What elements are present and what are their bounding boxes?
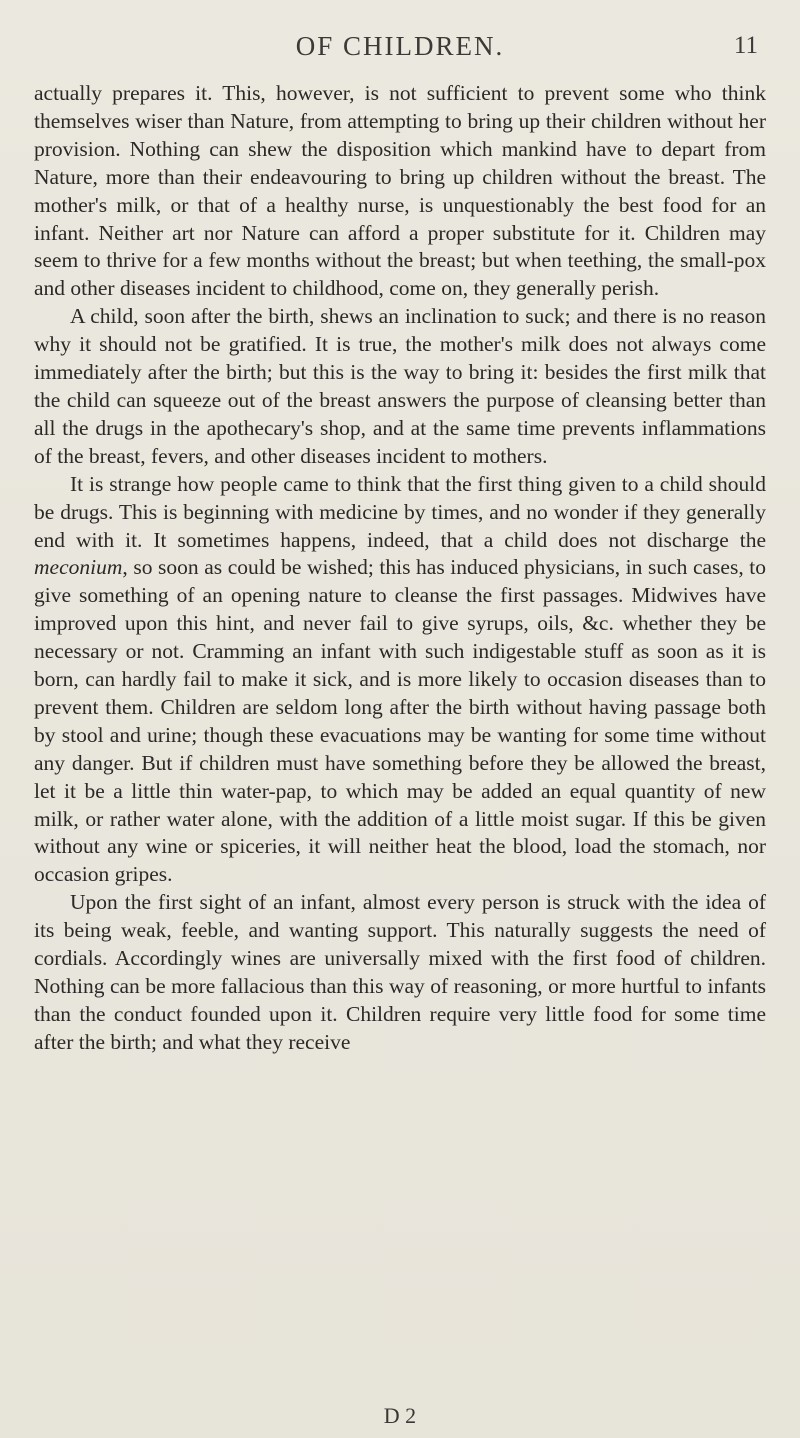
- body-text: [34, 80, 766, 1057]
- paragraph-3: [34, 471, 766, 890]
- meconium-term: meconium: [34, 555, 123, 580]
- signature-mark: D 2: [383, 1403, 417, 1428]
- paragraph-4: Upon the first sight of an infant, almost every person is struck with the idea of its being weak, feeble, and wanting support. This naturally suggests the need of cordials. Accordingly wines are universally mixed with the first food of children. Nothing can be more fallacious than this way of reasoning, or more hurtful to infants than the conduct founded upon it. Children require very little food for some time after the birth; and what they receive: [34, 890, 766, 1054]
- paragraph-3-text-before: It is strange how people came to think that the first thing given to a child should be drugs. This is beginning with medicine by times, and no wonder if they generally end with it. It sometimes happens, indeed, that a child does not discharge the: [34, 471, 766, 552]
- paragraph-3-text-after: , so soon as could be wished; this has induced physicians, in such cases, to give something of an opening nature to cleanse the first passages. Midwives have improved upon this hint, and never fail to give syrups, oils, &c. whether they be necessary or not. Cramming an infant with such indigestable stuff as soon as it is born, can hardly fail to make it sick, and is more likely to occasion diseases than to prevent them. Children are seldom long after the birth without having passage both by stool and urine; though these evacuations may be wanting for some time without any danger. But if children must have something before they be allowed the breast, let it be a little thin water-pap, to which may be added an equal quantity of new milk, or rather water alone, with the addition of a little moist sugar. If this be given without any wine or spiceries, it will neither heat the blood, load the stomach, nor occasion gripes.: [34, 555, 766, 887]
- paragraph-1: actually prepares it. This, however, is not sufficient to prevent some who think themselves wiser than Nature, from attempting to bring up their children without her provision. Nothing can shew the disposition which mankind have to depart from Nature, more than their endeavouring to bring up children without the breast. The mother's milk, or that of a healthy nurse, is unquestionably the best food for an infant. Neither art nor Nature can afford a proper substitute for it. Children may seem to thrive for a few months without the breast; but when teething, the small-pox and other diseases incident to childhood, come on, they generally perish.: [34, 81, 766, 301]
- paragraph-2: A child, soon after the birth, shews an inclination to suck; and there is no reason why it should not be gratified. It is true, the mother's milk does not always come immediately after the birth; but this is the way to bring it: besides the first milk that the child can squeeze out of the breast answers the purpose of cleansing better than all the drugs in the apothecary's shop, and at the same time prevents inflammations of the breast, fevers, and other diseases incident to mothers.: [34, 304, 766, 468]
- page-number: 11: [733, 32, 758, 59]
- chapter-title: OF CHILDREN.: [295, 31, 505, 61]
- running-head: [34, 24, 766, 68]
